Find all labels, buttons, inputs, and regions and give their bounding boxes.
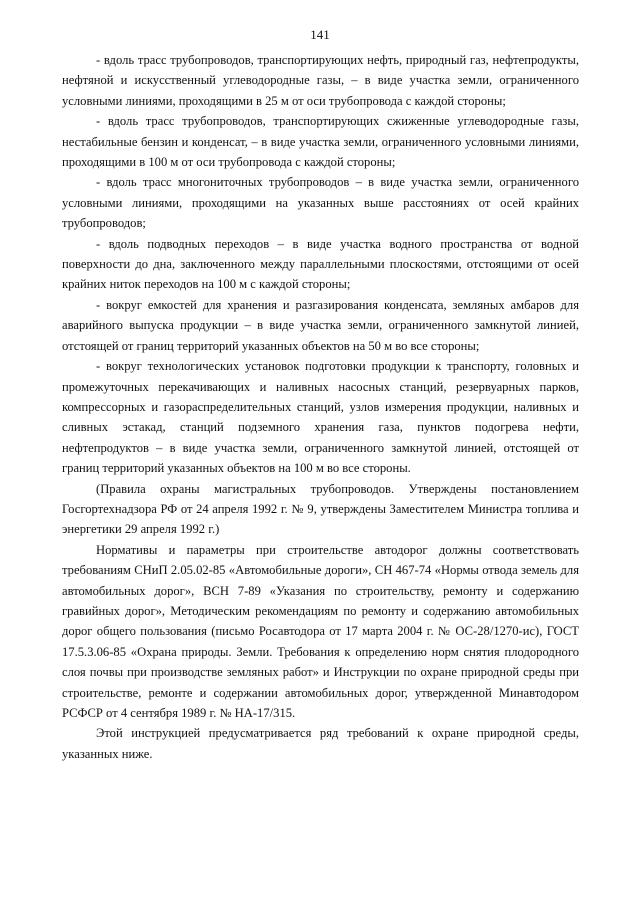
paragraph-liquefied-gas-pipelines: - вдоль трасс трубопроводов, транспортирующих сжиженные углеводородные газы, нестабильные бензин и конденсат, – в виде участка земли, ограниченного условными линиями, проходящими в 100 м от оси трубопровода с каждой стороны; [62,114,579,170]
paragraph-underwater-crossings: - вдоль подводных переходов – в виде участка водного пространства от водной поверхности до дна, заключенного между параллельными плоскостями, отстоящими от осей крайних ниток переходов на 100 м с каждой стороны; [62,236,579,292]
paragraph-pipeline-rules-citation: (Правила охраны магистральных трубопроводов. Утверждены постановлением Госгортехнадзора РФ от 24 апреля 1992 г. № 9, утверждены Заместителем Министра топлива и энергетики 29 апреля 1992 г.) [62,481,579,537]
document-body [62,50,579,764]
paragraph-instruction-requirements: Этой инструкцией предусматривается ряд требований к охране природной среды, указанных ниже. [62,726,579,761]
paragraph-oil-gas-pipelines: - вдоль трасс трубопроводов, транспортирующих нефть, природный газ, нефтепродукты, нефтяной и искусственный углеводородные газы, – в виде участка земли, ограниченного условными линиями, проходящими в 25 м от оси трубопровода с каждой стороны; [62,53,579,108]
paragraph-condensate-tanks: - вокруг емкостей для хранения и разгазирования конденсата, земляных амбаров для аварийного выпуска продукции – в виде участка земли, ограниченного замкнутой линией, отстоящей от границ территорий указанных объектов на 50 м во все стороны; [62,297,579,353]
paragraph-road-construction-norms: Нормативы и параметры при строительстве автодорог должны соответствовать требованиям СНиП 2.05.02-85 «Автомобильные дороги», СН 467-74 «Нормы отвода земель для автомобильных дорог», ВСН 7-89 «Указания по строительству, ремонту и содержанию гравийных дорог», Методическим рекомендациям по ремонту и содержанию автомобильных дорог общего пользования (письмо Росавтодора от 17 марта 2004 г. № ОС-28/1270-ис), ГОСТ 17.5.3.06-85 «Охрана природы. Земли. Требования к определению норм снятия плодородного слоя почвы при производстве земляных работ» и Инструкции по охране природной среды при строительстве, ремонте и содержании автомобильных дорог, утвержденной Минавтодором РСФСР от 4 сентября 1989 г. № НА-17/315. [62,542,579,720]
paragraph-multiline-pipelines: - вдоль трасс многониточных трубопроводов – в виде участка земли, ограниченного условными линиями, проходящими на указанных выше расстояниях от осей крайних трубопроводов; [62,175,579,231]
paragraph-technological-installations: - вокруг технологических установок подготовки продукции к транспорту, головных и промежуточных перекачивающих и наливных насосных станций, резервуарных парков, компрессорных и газораспределительных станций, узлов измерения продукции, наливных и сливных эстакад, станций подземного хранения газа, пунктов подогрева нефти, нефтепродуктов – в виде участка земли, ограниченного замкнутой линией, отстоящей от границ территорий указанных объектов на 100 м во все стороны. [62,359,579,476]
page-number: 141 [310,27,330,42]
